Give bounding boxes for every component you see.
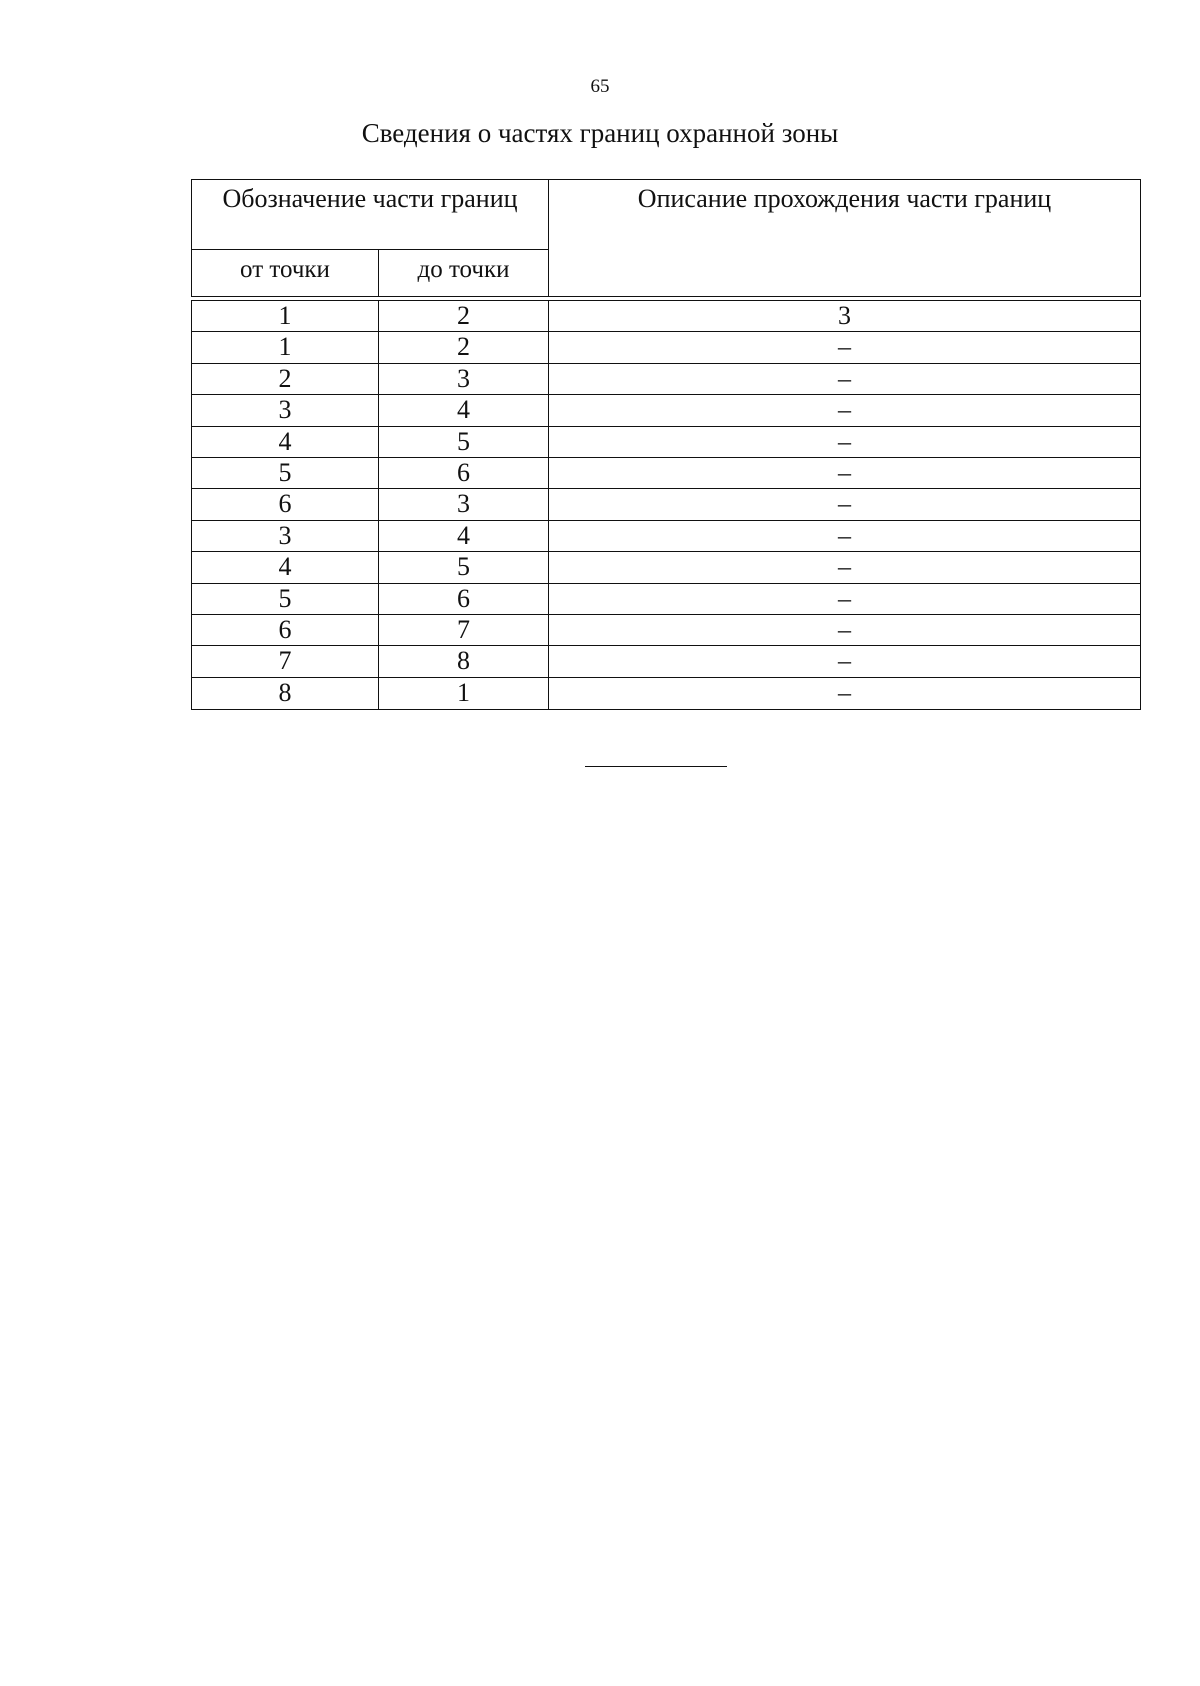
- table-cell-to: 8: [379, 646, 549, 676]
- table-cell-from: 1: [192, 301, 379, 331]
- table-row: [192, 332, 1140, 363]
- table-cell-to: 4: [379, 395, 549, 425]
- table-row: [192, 395, 1140, 426]
- page-number: 65: [590, 76, 610, 97]
- table-cell-to: 5: [379, 427, 549, 457]
- table-cell-from: 6: [192, 489, 379, 519]
- table-cell-from: 6: [192, 615, 379, 645]
- table-row: [192, 427, 1140, 458]
- table-cell-to: 3: [379, 364, 549, 394]
- header-to-point: до точки: [379, 250, 549, 297]
- table-cell-description: –: [838, 614, 851, 644]
- table-cell-description: 3: [838, 301, 851, 330]
- table-cell-description: –: [838, 583, 851, 613]
- header-boundary-designation: Обозначение части границ: [192, 180, 549, 250]
- table-cell-from: 2: [192, 364, 379, 394]
- table-numbering-row: [192, 301, 1140, 332]
- table-cell-from: 3: [192, 521, 379, 551]
- table-cell-description: –: [838, 489, 851, 519]
- page-title: Сведения о частях границ охранной зоны: [361, 118, 839, 148]
- table-cell-description: –: [838, 395, 851, 425]
- table-cell-description: –: [838, 332, 851, 362]
- table-cell-to: 3: [379, 489, 549, 519]
- end-rule-divider: [585, 766, 727, 767]
- table-cell-to: 6: [379, 458, 549, 488]
- header-from-point: от точки: [192, 250, 379, 297]
- table-cell-from: 5: [192, 584, 379, 614]
- table-cell-description: –: [838, 426, 851, 456]
- table-cell-to: 4: [379, 521, 549, 551]
- table-cell-from: 1: [192, 332, 379, 362]
- table-cell-description: –: [838, 363, 851, 393]
- table-row: [192, 646, 1140, 677]
- table-row: [192, 552, 1140, 583]
- table-row: [192, 584, 1140, 615]
- table-cell-from: 3: [192, 395, 379, 425]
- table-cell-from: 7: [192, 646, 379, 676]
- table-cell-to: 1: [379, 678, 549, 709]
- table-cell-description: –: [838, 457, 851, 487]
- table-cell-from: 4: [192, 552, 379, 582]
- table-cell-to: 2: [379, 332, 549, 362]
- table-body: [191, 300, 1141, 710]
- table-cell-from: 5: [192, 458, 379, 488]
- table-cell-description: –: [838, 646, 851, 676]
- table-row: [192, 615, 1140, 646]
- table-row: [192, 364, 1140, 395]
- table-cell-description: –: [838, 677, 851, 707]
- table-cell-to: 2: [379, 301, 549, 331]
- header-boundary-description: Описание прохождения части границ: [637, 184, 1052, 213]
- table-row: [192, 489, 1140, 520]
- table-header: [191, 179, 1141, 297]
- table-cell-from: 8: [192, 678, 379, 709]
- table-cell-description: –: [838, 552, 851, 582]
- table-cell-to: 7: [379, 615, 549, 645]
- table-row: [192, 521, 1140, 552]
- table-cell-from: 4: [192, 427, 379, 457]
- table-row: [192, 458, 1140, 489]
- table-cell-description: –: [838, 520, 851, 550]
- table-cell-to: 5: [379, 552, 549, 582]
- table-cell-to: 6: [379, 584, 549, 614]
- table-row: [192, 678, 1140, 709]
